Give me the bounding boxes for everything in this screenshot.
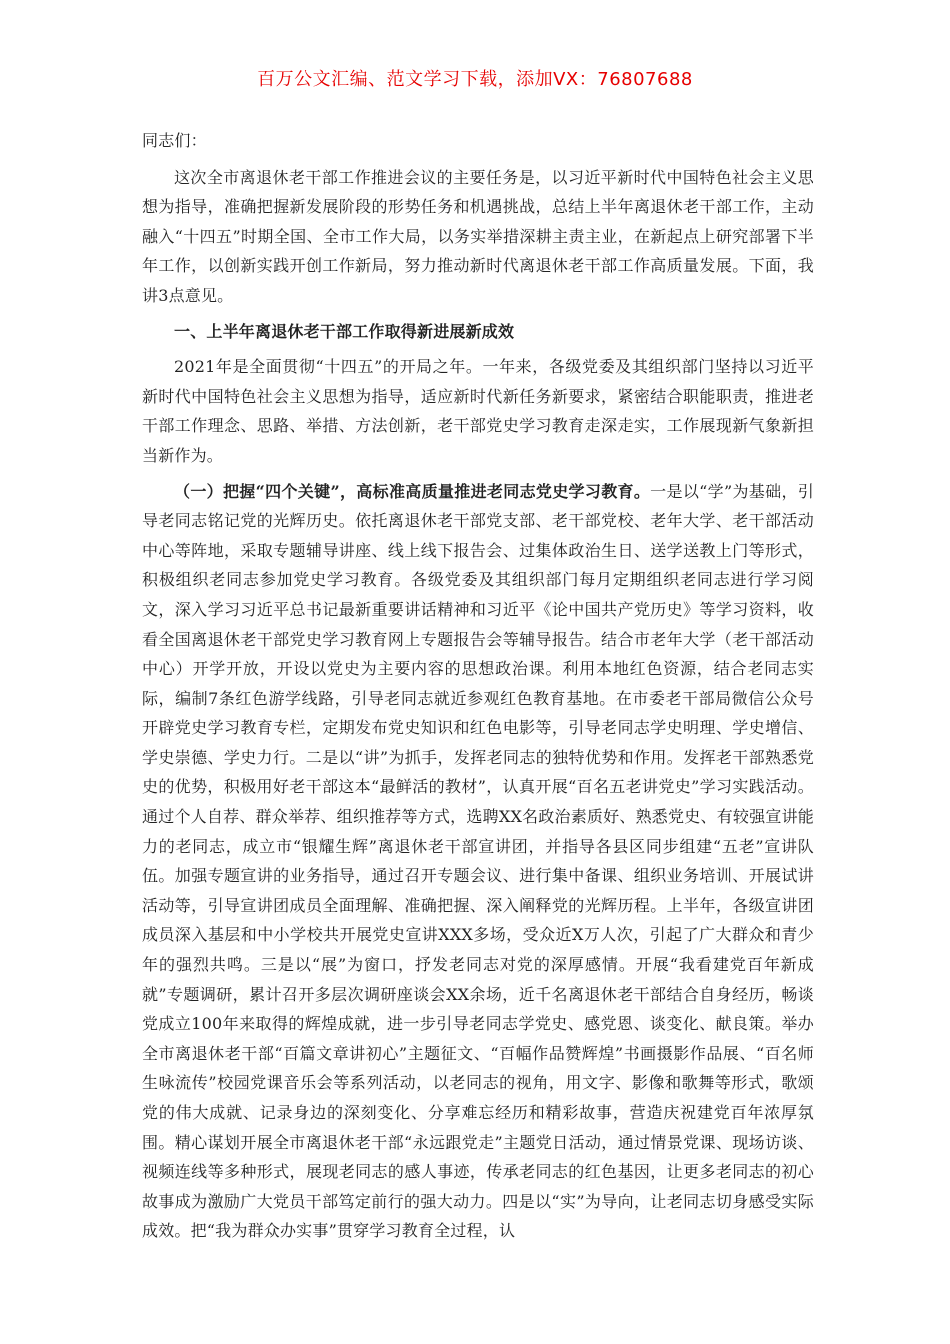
section-heading: 一、上半年离退休老干部工作取得新进展新成效 xyxy=(174,321,515,341)
subsection-paragraph xyxy=(142,477,814,1246)
document-body xyxy=(142,126,814,1246)
intro-paragraph: 这次全市离退休老干部工作推进会议的主要任务是，以习近平新时代中国特色社会主义思想为指导，准确把握新发展阶段的形势任务和机遇挑战，总结上半年离退休老干部工作，主动融入“十四五”时期全国、全市工作大局，以务实举措深耕主责主业，在新起点上研究部署下半年工作，以创新实践开创工作新局，努力推动新时代离退休老干部工作高质量发展。下面，我讲3点意见。 xyxy=(142,167,814,305)
salutation: 同志们： xyxy=(142,131,207,150)
subsection-body: 一是以“学”为基础，引导老同志铭记党的光辉历史。依托离退休老干部党支部、老干部党校、老年大学、老干部活动中心等阵地，采取专题辅导讲座、线上线下报告会、过集体政治生日、送学送教上门等形式，积极组织老同志参加党史学习教育。各级党委及其组织部门每月定期组织老同志进行学习阅文，深入学习习近平总书记最新重要讲话精神和习近平《论中国共产党历史》等学习资料，收看全国离退休老干部党史学习教育网上专题报告会等辅导报告。结合市老年大学（老干部活动中心）开学开放，开设以党史为主要内容的思想政治课。利用本地红色资源，结合老同志实际，编制7条红色游学线路，引导老同志就近参观红色教育基地。在市委老干部局微信公众号开辟党史学习教育专栏，定期发布党史知识和红色电影等，引导老同志学史明理、学史增信、学史崇德、学史力行。二是以“讲”为抓手，发挥老同志的独特优势和作用。发挥老干部熟悉党史的优势，积极用好老干部这本“最鲜活的教材”，认真开展“百名五老讲党史”学习实践活动。通过个人自荐、群众举荐、组织推荐等方式，选聘XX名政治素质好、熟悉党史、有较强宣讲能力的老同志，成立市“银耀生辉”离退休老干部宣讲团，并指导各县区同步组建“五老”宣讲队伍。加强专题宣讲的业务指导，通过召开专题会议、进行集中备课、组织业务培训、开展试讲活动等，引导宣讲团成员全面理解、准确把握、深入阐释党的光辉历程。上半年，各级宣讲团成员深入基层和中小学校共开展党史宣讲XXX多场，受众近X万人次，引起了广大群众和青少年的强烈共鸣。三是以“展”为窗口，抒发老同志对党的深厚感情。开展“我看建党百年新成就”专题调研，累计召开多层次调研座谈会XX余场，近千名离退休老干部结合自身经历，畅谈党成立100年来取得的辉煌成就，进一步引导老同志学党史、感党恩、谈变化、献良策。举办全市离退休老干部“百篇文章讲初心”主题征文、“百幅作品赞辉煌”书画摄影作品展、“百名师生咏流传”校园党课音乐会等系列活动，以老同志的视角，用文字、影像和歌舞等形式，歌颂党的伟大成就、记录身边的深刻变化、分享难忘经历和精彩故事，营造庆祝建党百年浓厚氛围。精心谋划开展全市离退休老干部“永远跟党走”主题党日活动，通过情景党课、现场访谈、视频连线等多种形式，展现老同志的感人事迹，传承老同志的红色基因，让更多老同志的初心故事成为激励广大党员干部笃定前行的强大动力。四是以“实”为导向，让老同志切身感受实际成效。把“我为群众办实事”贯穿学习教育全过程，认 xyxy=(142,481,814,1241)
section-paragraph: 2021年是全面贯彻“十四五”的开局之年。一年来，各级党委及其组织部门坚持以习近平新时代中国特色社会主义思想为指导，适应新时代新任务新要求，紧密结合职能职责，推进老干部工作理念、思路、举措、方法创新，老干部党史学习教育走深走实，工作展现新气象新担当新作为。 xyxy=(142,357,814,465)
page-header-banner: 百万公文汇编、范文学习下载，添加VX：76807688 xyxy=(257,69,693,90)
subsection-heading: （一）把握“四个关键”，高标准高质量推进老同志党史学习教育。 xyxy=(174,481,651,501)
